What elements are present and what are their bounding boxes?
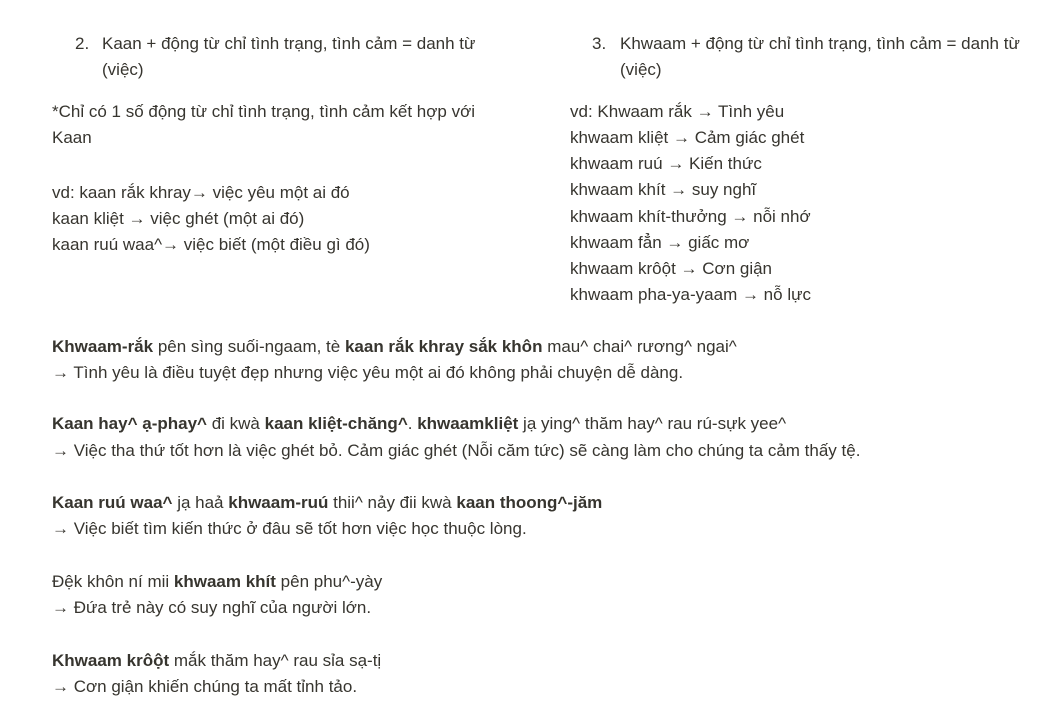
sentence-text: Đệk khôn ní mii: [52, 572, 174, 591]
bold-phrase: Kaan ruú waa^: [52, 493, 173, 512]
thai-sentence: [52, 571, 382, 593]
example-line: khwaam ruú → Kiến thức: [570, 154, 762, 173]
example-line: kaan kliệt → việc ghét (một ai đó): [52, 209, 305, 228]
example-line: khwaam pha-ya-yaam → nỗ lực: [570, 285, 811, 304]
bold-phrase: khwaam khít: [173, 572, 276, 591]
bold-phrase: Khwaam krôột: [52, 651, 170, 670]
example-line: vd: kaan rắk khray→ việc yêu một ai đó: [52, 183, 350, 202]
list-number: 3.: [592, 34, 607, 53]
sentence-text: đi kwà: [206, 414, 265, 433]
translation: → Việc tha thứ tốt hơn là việc ghét bỏ. Cảm giác ghét (Nỗi căm tức) sẽ càng làm cho chúng ta cảm thấy tệ.: [52, 441, 861, 460]
example-line: kaan ruú waa^→ việc biết (một điều gì đó): [52, 235, 370, 254]
example-line: vd: Khwaam rắk → Tình yêu: [570, 102, 785, 121]
bold-phrase: kaan rắk khray sắk khôn: [344, 337, 543, 356]
thai-sentence: [52, 413, 786, 435]
bold-phrase: Khwaam-rắk: [52, 337, 154, 356]
list-number: 2.: [75, 34, 90, 53]
bold-phrase: Kaan hay^ ạ-phay^: [52, 414, 207, 433]
thai-sentence: [52, 336, 737, 358]
sentence-text: pên phu^-yày: [275, 572, 383, 591]
note-text: *Chỉ có 1 số động từ chỉ tình trạng, tình cảm kết hợp với: [52, 102, 475, 121]
bold-phrase: khwaam-ruú: [228, 493, 329, 512]
list-item-text: Kaan + động từ chỉ tình trạng, tình cảm = danh từ: [102, 34, 476, 53]
sentence-text: thii^ nảy đii kwà: [328, 493, 457, 512]
bold-phrase: kaan thoong^-jăm: [456, 493, 603, 512]
sentence-text: mau^ chai^ rương^ ngai^: [542, 337, 737, 356]
example-line: khwaam kliệt → Cảm giác ghét: [570, 128, 805, 147]
sentence-text: jạ ying^ thăm hay^ rau rú-sựk yee^: [518, 414, 787, 433]
example-line: khwaam khít → suy nghĩ: [570, 180, 757, 199]
thai-sentence: [52, 492, 602, 514]
sentence-text: pên sìng suối-ngaam, tè: [153, 337, 345, 356]
list-item-text: (việc): [620, 60, 662, 79]
thai-sentence: [52, 650, 381, 672]
translation: → Đứa trẻ này có suy nghĩ của người lớn.: [52, 598, 372, 617]
example-line: khwaam khít-thưởng → nỗi nhớ: [570, 207, 811, 226]
bold-phrase: kaan kliệt-chăng^: [264, 414, 408, 433]
sentence-text: mắk thăm hay^ rau sỉa sạ-tị: [169, 651, 382, 670]
example-line: khwaam fẳn → giấc mơ: [570, 233, 750, 252]
note-text: Kaan: [52, 128, 92, 147]
translation: → Việc biết tìm kiến thức ở đâu sẽ tốt hơn việc học thuộc lòng.: [52, 519, 527, 538]
list-item-text: (việc): [102, 60, 144, 79]
example-line: khwaam krôột → Cơn giận: [570, 259, 773, 278]
sentence-text: jạ haả: [172, 493, 229, 512]
sentence-text: .: [407, 414, 418, 433]
translation: → Cơn giận khiến chúng ta mất tỉnh tảo.: [52, 677, 358, 696]
bold-phrase: khwaamkliệt: [417, 414, 519, 433]
list-item-text: Khwaam + động từ chỉ tình trạng, tình cảm = danh từ: [620, 34, 1020, 53]
translation: → Tình yêu là điều tuyệt đẹp nhưng việc yêu một ai đó không phải chuyện dễ dàng.: [52, 363, 684, 382]
